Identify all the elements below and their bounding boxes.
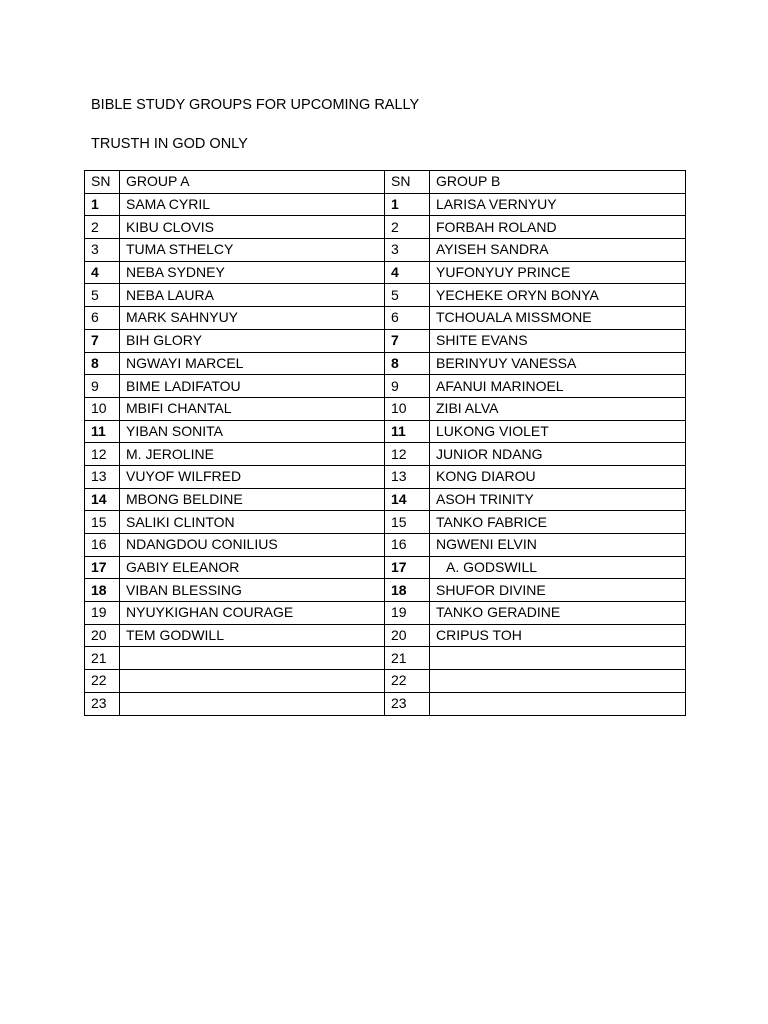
sn-a-cell: 14 <box>85 488 120 511</box>
sn-a-cell: 22 <box>85 670 120 693</box>
group-a-name-cell: BIME LADIFATOU <box>120 375 385 398</box>
sn-b-cell: 15 <box>385 511 430 534</box>
table-row <box>85 556 686 579</box>
sn-b-cell: 1 <box>385 193 430 216</box>
group-b-name-cell: AFANUI MARINOEL <box>430 375 686 398</box>
document-subtitle: TRUSTH IN GOD ONLY <box>91 136 248 152</box>
group-a-name-cell <box>120 647 385 670</box>
table-row <box>85 647 686 670</box>
header-group-a: GROUP A <box>120 171 385 194</box>
sn-b-cell: 7 <box>385 329 430 352</box>
table-row <box>85 216 686 239</box>
group-b-name-cell: YECHEKE ORYN BONYA <box>430 284 686 307</box>
header-sn-b: SN <box>385 171 430 194</box>
sn-b-cell: 6 <box>385 307 430 330</box>
group-b-name-cell: AYISEH SANDRA <box>430 239 686 262</box>
group-a-name-cell: NDANGDOU CONILIUS <box>120 534 385 557</box>
group-a-name-cell: MARK SAHNYUY <box>120 307 385 330</box>
group-b-name-cell: A. GODSWILL <box>430 556 686 579</box>
sn-b-cell: 11 <box>385 420 430 443</box>
group-a-name-cell: MBONG BELDINE <box>120 488 385 511</box>
sn-a-cell: 6 <box>85 307 120 330</box>
table-row <box>85 579 686 602</box>
document-title: BIBLE STUDY GROUPS FOR UPCOMING RALLY <box>91 97 420 113</box>
sn-a-cell: 15 <box>85 511 120 534</box>
sn-b-cell: 12 <box>385 443 430 466</box>
table-row <box>85 602 686 625</box>
table-row <box>85 375 686 398</box>
group-a-name-cell: TUMA STHELCY <box>120 239 385 262</box>
group-a-name-cell: TEM GODWILL <box>120 624 385 647</box>
sn-b-cell: 18 <box>385 579 430 602</box>
group-b-name-cell <box>430 647 686 670</box>
group-b-name-cell <box>430 670 686 693</box>
table-row <box>85 511 686 534</box>
group-a-name-cell: VUYOF WILFRED <box>120 465 385 488</box>
table-row <box>85 329 686 352</box>
sn-a-cell: 19 <box>85 602 120 625</box>
table-row <box>85 397 686 420</box>
group-a-name-cell: M. JEROLINE <box>120 443 385 466</box>
sn-b-cell: 21 <box>385 647 430 670</box>
sn-b-cell: 2 <box>385 216 430 239</box>
sn-b-cell: 14 <box>385 488 430 511</box>
group-a-name-cell: SAMA CYRIL <box>120 193 385 216</box>
sn-b-cell: 23 <box>385 692 430 715</box>
group-b-name-cell: SHUFOR DIVINE <box>430 579 686 602</box>
group-a-name-cell: VIBAN BLESSING <box>120 579 385 602</box>
sn-a-cell: 12 <box>85 443 120 466</box>
table-header-row <box>85 171 686 194</box>
sn-a-cell: 1 <box>85 193 120 216</box>
group-a-name-cell: NYUYKIGHAN COURAGE <box>120 602 385 625</box>
group-a-name-cell: MBIFI CHANTAL <box>120 397 385 420</box>
sn-a-cell: 7 <box>85 329 120 352</box>
sn-b-cell: 17 <box>385 556 430 579</box>
group-a-name-cell <box>120 670 385 693</box>
group-a-name-cell: BIH GLORY <box>120 329 385 352</box>
table-row <box>85 261 686 284</box>
sn-a-cell: 10 <box>85 397 120 420</box>
sn-a-cell: 23 <box>85 692 120 715</box>
group-b-name-cell <box>430 692 686 715</box>
groups-table <box>84 170 686 716</box>
group-b-name-cell: KONG DIAROU <box>430 465 686 488</box>
table-row <box>85 465 686 488</box>
group-b-name-cell: ASOH TRINITY <box>430 488 686 511</box>
group-a-name-cell: SALIKI CLINTON <box>120 511 385 534</box>
sn-a-cell: 18 <box>85 579 120 602</box>
group-b-name-cell: BERINYUY VANESSA <box>430 352 686 375</box>
sn-a-cell: 5 <box>85 284 120 307</box>
group-a-name-cell <box>120 692 385 715</box>
table-row <box>85 624 686 647</box>
sn-b-cell: 8 <box>385 352 430 375</box>
group-b-name-cell: TCHOUALA MISSMONE <box>430 307 686 330</box>
sn-a-cell: 21 <box>85 647 120 670</box>
group-b-name-cell: LARISA VERNYUY <box>430 193 686 216</box>
header-group-b: GROUP B <box>430 171 686 194</box>
sn-b-cell: 9 <box>385 375 430 398</box>
table-row <box>85 488 686 511</box>
sn-a-cell: 2 <box>85 216 120 239</box>
table-row <box>85 534 686 557</box>
group-b-name-cell: JUNIOR NDANG <box>430 443 686 466</box>
table-row <box>85 352 686 375</box>
sn-a-cell: 3 <box>85 239 120 262</box>
table-body <box>85 193 686 715</box>
sn-b-cell: 5 <box>385 284 430 307</box>
sn-b-cell: 4 <box>385 261 430 284</box>
table-row <box>85 307 686 330</box>
table-row <box>85 670 686 693</box>
header-sn-a: SN <box>85 171 120 194</box>
sn-a-cell: 16 <box>85 534 120 557</box>
group-b-name-cell: TANKO GERADINE <box>430 602 686 625</box>
table-row <box>85 239 686 262</box>
group-a-name-cell: NEBA SYDNEY <box>120 261 385 284</box>
group-a-name-cell: GABIY ELEANOR <box>120 556 385 579</box>
group-a-name-cell: YIBAN SONITA <box>120 420 385 443</box>
sn-b-cell: 22 <box>385 670 430 693</box>
group-b-name-cell: FORBAH ROLAND <box>430 216 686 239</box>
sn-b-cell: 19 <box>385 602 430 625</box>
group-b-name-cell: ZIBI ALVA <box>430 397 686 420</box>
sn-a-cell: 4 <box>85 261 120 284</box>
group-b-name-cell: SHITE EVANS <box>430 329 686 352</box>
group-a-name-cell: NGWAYI MARCEL <box>120 352 385 375</box>
table-row <box>85 692 686 715</box>
sn-b-cell: 3 <box>385 239 430 262</box>
table-row <box>85 443 686 466</box>
group-b-name-cell: NGWENI ELVIN <box>430 534 686 557</box>
sn-b-cell: 16 <box>385 534 430 557</box>
sn-a-cell: 13 <box>85 465 120 488</box>
sn-b-cell: 20 <box>385 624 430 647</box>
group-a-name-cell: NEBA LAURA <box>120 284 385 307</box>
group-b-name-cell: TANKO FABRICE <box>430 511 686 534</box>
table-row <box>85 193 686 216</box>
sn-b-cell: 13 <box>385 465 430 488</box>
group-b-name-cell: YUFONYUY PRINCE <box>430 261 686 284</box>
sn-a-cell: 9 <box>85 375 120 398</box>
group-a-name-cell: KIBU CLOVIS <box>120 216 385 239</box>
sn-a-cell: 11 <box>85 420 120 443</box>
sn-a-cell: 8 <box>85 352 120 375</box>
sn-a-cell: 20 <box>85 624 120 647</box>
group-b-name-cell: CRIPUS TOH <box>430 624 686 647</box>
group-b-name-cell: LUKONG VIOLET <box>430 420 686 443</box>
table-row <box>85 420 686 443</box>
sn-a-cell: 17 <box>85 556 120 579</box>
sn-b-cell: 10 <box>385 397 430 420</box>
table-row <box>85 284 686 307</box>
